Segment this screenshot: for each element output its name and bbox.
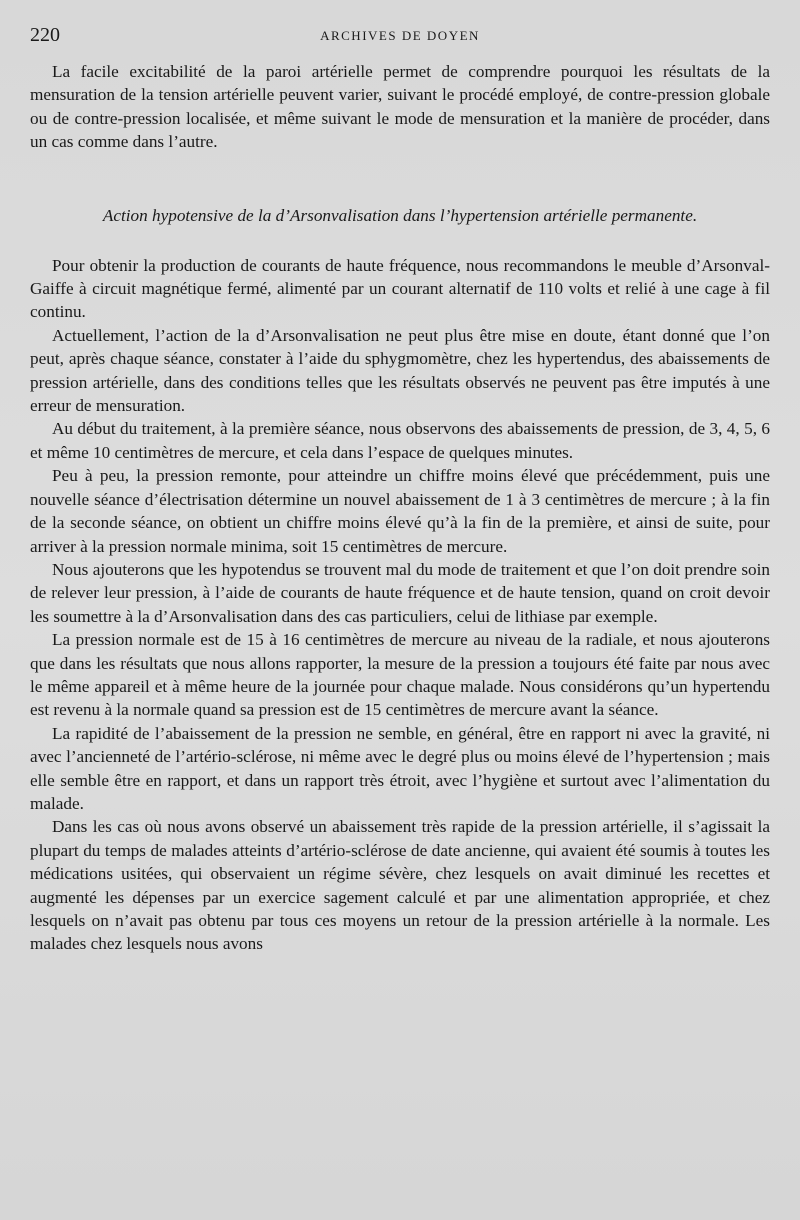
paragraph: Pour obtenir la production de courants de haute fréquence, nous recommandons le meuble d’Arsonval-Gaiffe à circuit magnétique fermé, alimenté par un courant alternatif de 110 volts et relié à une cage à fil continu.	[30, 255, 770, 322]
paragraph: Dans les cas où nous avons observé un abaissement très rapide de la pression artérielle, il s’agissait la plupart du temps de malades atteints d’artério-sclérose de date ancienne, qui avaient été soumis à toutes les médications usitées, qui observaient un régime sévère, chez lesquels on avait diminué les recettes et augmenté les dépenses par un exercice sagement calculé et par une alimentation appropriée, et chez lesquels on n’avait pas obtenu par tous ces moyens un retour de la pression artérielle à la normale. Les malades chez lesquels nous avons	[30, 817, 770, 954]
paragraph: La rapidité de l’abaissement de la pression ne semble, en général, être en rapport ni avec la gravité, ni avec l’ancienneté de l’artério-sclérose, ni même avec le degré plus ou moins élevé de l’hypertension ; mais elle semble être en rapport, et dans un rapport très étroit, avec l’hygiène et surtout avec l’alimentation du malade.	[30, 723, 770, 813]
page-header	[30, 24, 770, 50]
body-text	[30, 60, 770, 956]
section-title: Action hypotensive de la d’Arsonvalisation dans l’hypertension artérielle permanente.	[102, 205, 698, 225]
paragraph: Au début du traitement, à la première séance, nous observons des abaissements de pression, de 3, 4, 5, 6 et même 10 centimètres de mercure, et cela dans l’espace de quelques minutes.	[30, 419, 770, 462]
paragraph: Actuellement, l’action de la d’Arsonvalisation ne peut plus être mise en doute, étant donné que l’on peut, après chaque séance, constater à l’aide du sphygmomètre, chez les hypertendus, des abaissements de pression artérielle, dans des conditions telles que les résultats observés ne peuvent pas être imputés à une erreur de mensuration.	[30, 325, 770, 416]
paragraph: Peu à peu, la pression remonte, pour atteindre un chiffre moins élevé que précédemment, puis une nouvelle séance d’électrisation détermine un nouvel abaissement de 1 à 3 centimètres de mercure ; à la fin de la seconde séance, on obtient un chiffre moins élevé qu’à la fin de la première, et ainsi de suite, pour arriver à la pression normale minima, soit 15 centimètres de mercure.	[30, 466, 770, 556]
running-title: ARCHIVES DE DOYEN	[320, 28, 480, 43]
paragraph: La pression normale est de 15 à 16 centimètres de mercure au niveau de la radiale, et nous ajouterons que dans les résultats que nous allons rapporter, la mesure de la pression a toujours été faite par nous avec le même appareil et à même heure de la journée pour chaque malade. Nous considérons qu’un hypertendu est revenu à la normale quand sa pression est de 15 centimètres de mercure avant la séance.	[30, 630, 770, 720]
intro-paragraph: La facile excitabilité de la paroi artérielle permet de comprendre pourquoi les résultats de la mensuration de la tension artérielle peuvent varier, suivant le procédé employé, de contre-pression globale ou de contre-pression localisée, et même suivant le mode de mensuration et la manière de procéder, dans un cas comme dans l’autre.	[30, 62, 770, 152]
paragraph: Nous ajouterons que les hypotendus se trouvent mal du mode de traitement et que l’on doit prendre soin de relever leur pression, à l’aide de courants de haute fréquence et de haute tension, quand on croit devoir les soumettre à la d’Arsonvalisation dans des cas particuliers, celui de lithiase par exemple.	[30, 559, 770, 626]
page-number: 220	[30, 24, 60, 46]
